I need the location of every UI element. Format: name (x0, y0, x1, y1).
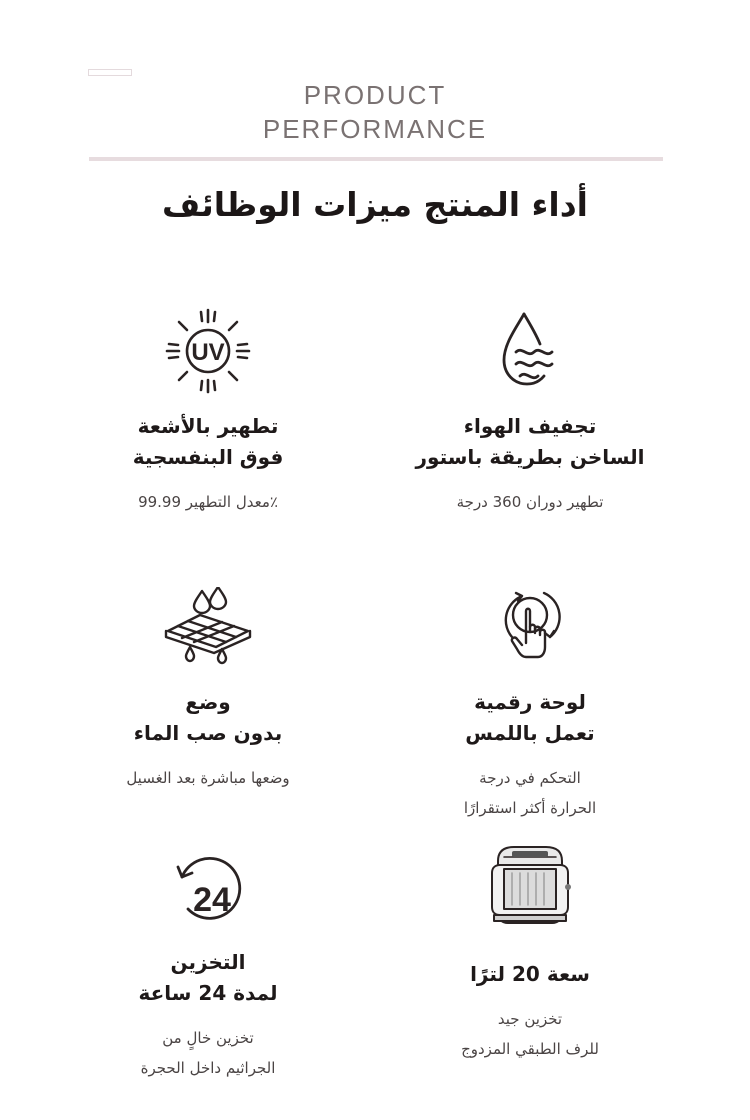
feature-description (38, 763, 378, 793)
english-heading (0, 78, 750, 146)
feature-desc-line: تخزين خالٍ من (162, 1029, 254, 1047)
feature-title (38, 687, 378, 749)
feature-desc-line: تخزين جيد (497, 1010, 563, 1028)
feature-description (38, 487, 378, 517)
english-heading-line-2: PERFORMANCE (262, 114, 488, 144)
arabic-heading: أداء المنتج ميزات الوظائف (162, 185, 588, 224)
feature-title (38, 947, 378, 1009)
feature-no-drip (38, 581, 378, 793)
feature-description (360, 763, 700, 823)
feature-title (360, 411, 700, 473)
no-drip-rack-icon (38, 581, 378, 673)
touch-panel-icon (360, 581, 700, 673)
feature-desc-line: تطهير دوران 360 درجة (456, 493, 604, 511)
feature-title-line: الساخن بطريقة باستور (415, 445, 645, 469)
feature-title-line: وضع (185, 690, 231, 714)
feature-desc-line: ٪معدل التطهير 99.99 (138, 493, 278, 511)
feature-desc-line: وضعها مباشرة بعد الغسيل (126, 769, 290, 787)
corner-decoration (88, 69, 132, 76)
feature-20l-capacity (360, 841, 700, 1064)
feature-title-line: تطهير بالأشعة (137, 414, 279, 438)
feature-title-line: لوحة رقمية (474, 690, 586, 714)
heading-divider (89, 157, 663, 161)
feature-title-line: تجفيف الهواء (463, 414, 597, 438)
feature-desc-line: التحكم في درجة (479, 769, 581, 787)
feature-title-line: فوق البنفسجية (132, 445, 284, 469)
feature-hot-air-drying (360, 305, 700, 517)
feature-desc-line: الجراثيم داخل الحجرة (140, 1059, 276, 1077)
feature-uv-sterilization (38, 305, 378, 517)
feature-desc-line: للرف الطبقي المزدوج (461, 1040, 599, 1058)
feature-title-line: التخزين (170, 950, 246, 974)
feature-24h-storage (38, 841, 378, 1083)
uv-sun-icon (38, 305, 378, 397)
feature-desc-line: الحرارة أكثر استقرارًا (463, 799, 597, 817)
feature-title-line: سعة 20 لترًا (470, 962, 590, 986)
feature-title-line: بدون صب الماء (133, 721, 283, 745)
storage-24h-label: 24 (193, 881, 231, 919)
feature-title-line: تعمل باللمس (465, 721, 595, 745)
feature-description (360, 1004, 700, 1064)
feature-title (38, 411, 378, 473)
storage-24h-icon (38, 841, 378, 933)
feature-title (360, 959, 700, 990)
feature-touch-panel (360, 581, 700, 823)
feature-description (360, 487, 700, 517)
water-drop-wave-icon (360, 305, 700, 397)
feature-title-line: لمدة 24 ساعة (138, 981, 278, 1005)
uv-icon-label: UV (191, 339, 225, 366)
english-heading-line-1: PRODUCT (303, 80, 447, 110)
dish-cabinet-icon (360, 841, 700, 929)
feature-title (360, 687, 700, 749)
feature-description (38, 1023, 378, 1083)
